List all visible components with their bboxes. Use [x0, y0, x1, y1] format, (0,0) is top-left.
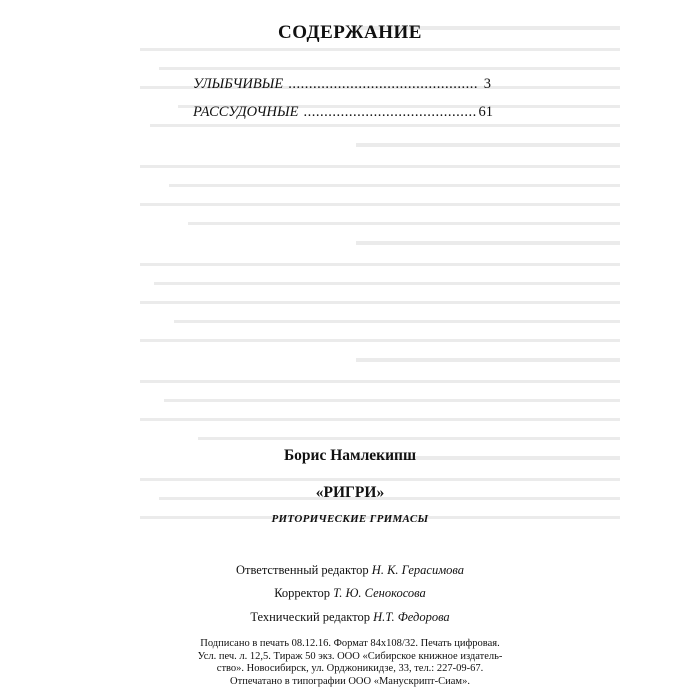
toc-leader-dots	[304, 104, 476, 121]
book-author: Борис Намлекипш	[283, 447, 417, 464]
credit-role: Ответственный редактор	[235, 563, 369, 577]
toc-entry-page: 61	[478, 104, 493, 120]
toc-leader-dots	[288, 76, 476, 93]
toc-entry-label: УЛЫБЧИВЫЕ	[193, 76, 284, 92]
imprint-line: Усл. печ. л. 12,5. Тираж 50 экз. ООО «Сибирское книжное издатель-	[197, 650, 503, 662]
credit-line-proofreader	[0, 586, 700, 601]
toc-entry[interactable]	[193, 76, 491, 93]
toc-entry[interactable]	[193, 104, 493, 121]
toc-entry-label: РАССУДОЧНЫЕ	[193, 104, 299, 120]
credit-name: Н. К. Герасимова	[371, 563, 465, 577]
book-title: «РИГРИ»	[315, 484, 385, 501]
credit-line-tech-editor	[0, 610, 700, 625]
imprint-line: Подписано в печать 08.12.16. Формат 84х108/32. Печать цифровая.	[200, 638, 500, 649]
credit-name: Т. Ю. Сенокосова	[333, 586, 426, 600]
imprint-line: Отпечатано в типографии ООО «Манускрипт-Сиам».	[230, 675, 470, 687]
imprint-block	[0, 638, 700, 688]
book-subtitle: РИТОРИЧЕСКИЕ ГРИМАСЫ	[271, 513, 429, 525]
contents-heading: СОДЕРЖАНИЕ	[278, 22, 422, 43]
credit-line-editor	[0, 563, 700, 578]
credit-name: Н.Т. Федорова	[373, 610, 450, 624]
credit-role: Корректор	[274, 586, 330, 600]
imprint-line: ство». Новосибирск, ул. Орджоникидзе, 33, тел.: 227-09-67.	[216, 663, 484, 674]
credit-role: Технический редактор	[250, 610, 371, 624]
toc-entry-page: 3	[483, 76, 491, 92]
